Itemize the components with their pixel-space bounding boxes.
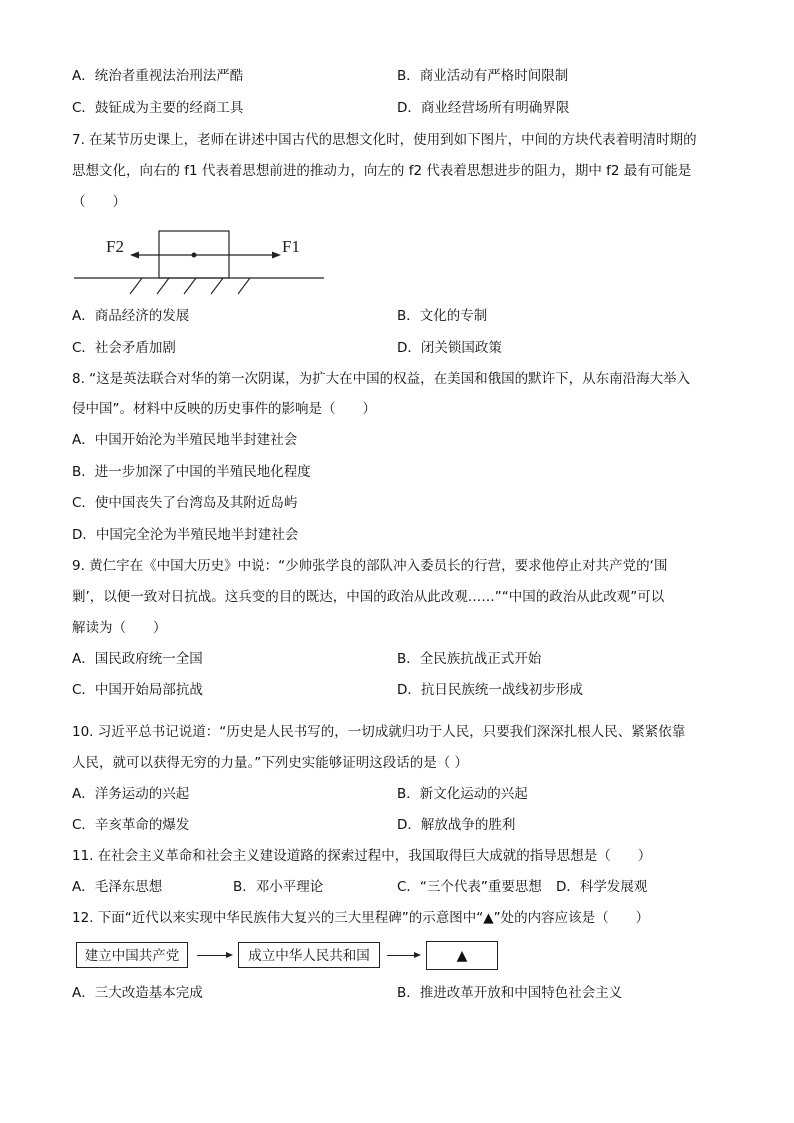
q11-option-a: A．毛泽东思想 — [72, 879, 163, 895]
q11-option-d: D．科学发展观 — [556, 879, 648, 895]
q7-option-b: B．文化的专制 — [397, 308, 488, 324]
q9-option-a: A．国民政府统一全国 — [72, 651, 203, 667]
flow-box-party: 建立中国共产党 — [76, 942, 188, 968]
q8-option-a: A．中国开始沦为半殖民地半封建社会 — [72, 432, 298, 448]
q10-stem-line2: 人民，就可以获得无穷的力量。”下列史实能够证明这段话的是（ ） — [72, 755, 469, 771]
flow-arrow-1 — [197, 955, 231, 956]
q9-stem-line2: 剿’，以便一致对日抗战。这兵变的目的既达，中国的政治从此改观……”“中国的政治从此改观”可以 — [72, 589, 665, 605]
force-diagram-svg — [72, 225, 332, 300]
q10-option-b: B．新文化运动的兴起 — [397, 786, 528, 802]
q6-option-b: B．商业活动有严格时间限制 — [397, 68, 569, 84]
q9-option-d: D．抗日民族统一战线初步形成 — [397, 682, 583, 698]
q9-stem-line1: 9. 黄仁宇在《中国大历史》中说：“少帅张学良的部队冲入委员长的行营，要求他停止对共产党的‘围 — [72, 558, 668, 574]
arrow-left-icon — [130, 252, 139, 259]
q8-stem-line2: 侵中国”。材料中反映的历史事件的影响是（ ） — [72, 401, 376, 417]
q12-option-b: B．推进改革开放和中国特色社会主义 — [397, 985, 623, 1001]
q8-option-d: D．中国完全沦为半殖民地半封建社会 — [72, 527, 299, 543]
q11-option-c: C．“三个代表”重要思想 — [397, 879, 542, 895]
q7-stem-line3: （ ） — [72, 194, 126, 210]
q11-option-b: B．邓小平理论 — [233, 879, 324, 895]
flow-arrow-2 — [387, 955, 419, 956]
q9-option-b: B．全民族抗战正式开始 — [397, 651, 542, 667]
q11-stem: 11. 在社会主义革命和社会主义建设道路的探索过程中，我国取得巨大成就的指导思想是（ ） — [72, 848, 652, 864]
q9-stem-line3: 解读为（ ） — [72, 620, 167, 636]
q12-stem: 12. 下面“近代以来实现中华民族伟大复兴的三大里程碑”的示意图中“▲”处的内容应该是（ ） — [72, 910, 650, 926]
q9-option-c: C．中国开始局部抗战 — [72, 682, 203, 698]
q7-stem-line2: 思想文化，向右的 f1 代表着思想前进的推动力，向左的 f2 代表着思想进步的阻力，期中 f2 最有可能是 — [72, 163, 692, 179]
q10-option-a: A．洋务运动的兴起 — [72, 786, 190, 802]
q6-option-d: D．商业经营场所有明确界限 — [397, 100, 570, 116]
q8-stem-line1: 8. “这是英法联合对华的第一次阴谋，为扩大在中国的权益，在美国和俄国的默许下，从东南沿海大举入 — [72, 371, 691, 387]
q7-stem-line1: 7. 在某节历史课上，老师在讲述中国古代的思想文化时，使用到如下图片，中间的方块代表着明清时期的 — [72, 132, 697, 148]
q7-option-a: A．商品经济的发展 — [72, 308, 190, 324]
label-f2: F2 — [106, 237, 124, 256]
q10-stem-line1: 10. 习近平总书记说道：“历史是人民书写的，一切成就归功于人民，只要我们深深扎根人民、紧紧依靠 — [72, 724, 686, 740]
q7-option-d: D．闭关锁国政策 — [397, 340, 502, 356]
arrow-right-icon — [272, 252, 281, 259]
q10-option-d: D．解放战争的胜利 — [397, 817, 516, 833]
label-f1: F1 — [282, 237, 300, 256]
q12-option-a: A．三大改造基本完成 — [72, 985, 203, 1001]
flow-box-prc: 成立中华人民共和国 — [238, 942, 380, 968]
q8-option-c: C．使中国丧失了台湾岛及其附近岛屿 — [72, 495, 298, 511]
q10-option-c: C．辛亥革命的爆发 — [72, 817, 190, 833]
q8-option-b: B．进一步加深了中国的半殖民地化程度 — [72, 464, 311, 480]
q7-force-diagram — [72, 225, 332, 300]
q6-option-c: C．鼓钲成为主要的经商工具 — [72, 100, 244, 116]
q7-option-c: C．社会矛盾加剧 — [72, 340, 176, 356]
q6-option-a: A．统治者重视法治刑法严酷 — [72, 68, 244, 84]
flow-box-triangle: ▲ — [426, 941, 498, 970]
